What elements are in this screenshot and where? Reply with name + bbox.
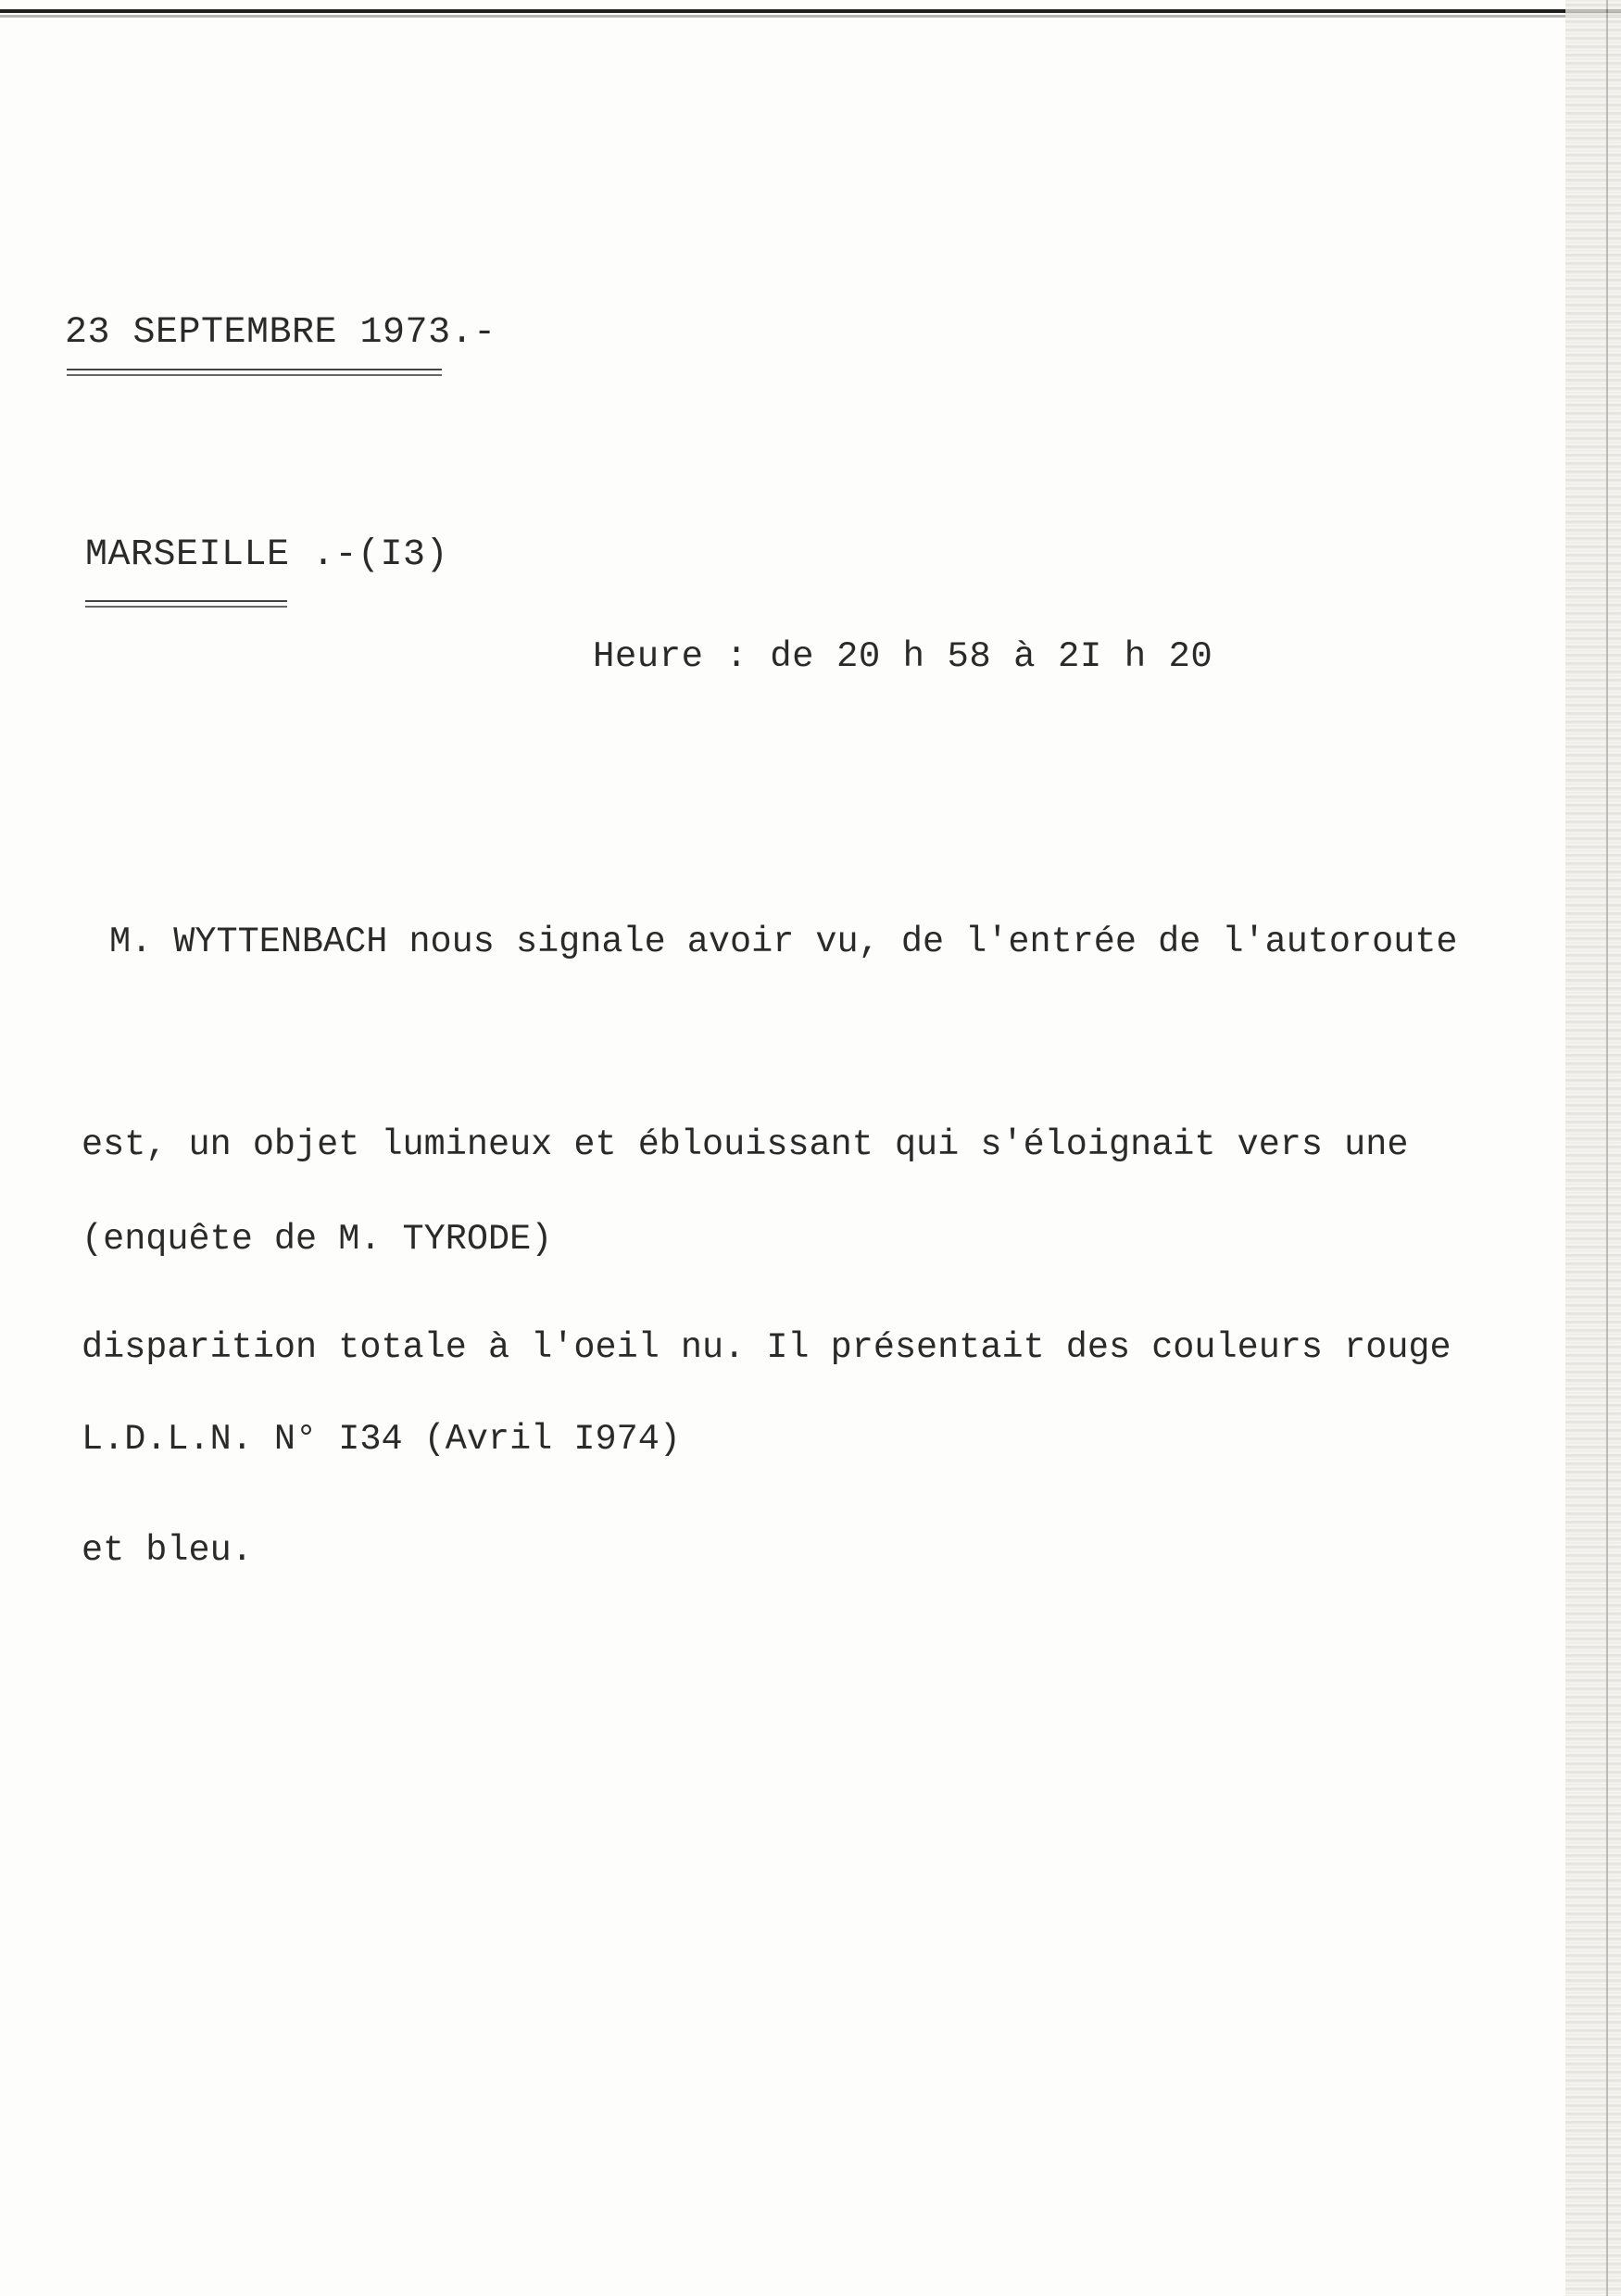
- source-reference: L.D.L.N. N° I34 (Avril I974): [82, 1419, 681, 1460]
- report-place: MARSEILLE .-(I3): [85, 534, 449, 576]
- body-line: disparition totale à l'oeil nu. Il présentait des couleurs rouge: [82, 1327, 1451, 1368]
- scan-right-edge: [1565, 0, 1621, 2296]
- report-date: 23 SEPTEMBRE 1973.-: [65, 312, 496, 354]
- report-date-underline: [67, 369, 442, 376]
- report-time: Heure : de 20 h 58 à 2I h 20: [593, 636, 1213, 677]
- report-place-underline: [85, 600, 287, 608]
- investigation-credit: (enquête de M. TYRODE): [82, 1219, 553, 1260]
- body-line: est, un objet lumineux et éblouissant qui s'éloignait vers une: [82, 1124, 1409, 1165]
- report-footer: [82, 1073, 681, 1606]
- body-line: et bleu.: [82, 1530, 253, 1571]
- scan-top-edge: [0, 0, 1621, 13]
- body-line: M. WYTTENBACH nous signale avoir vu, de l'entrée de l'autoroute: [109, 922, 1458, 962]
